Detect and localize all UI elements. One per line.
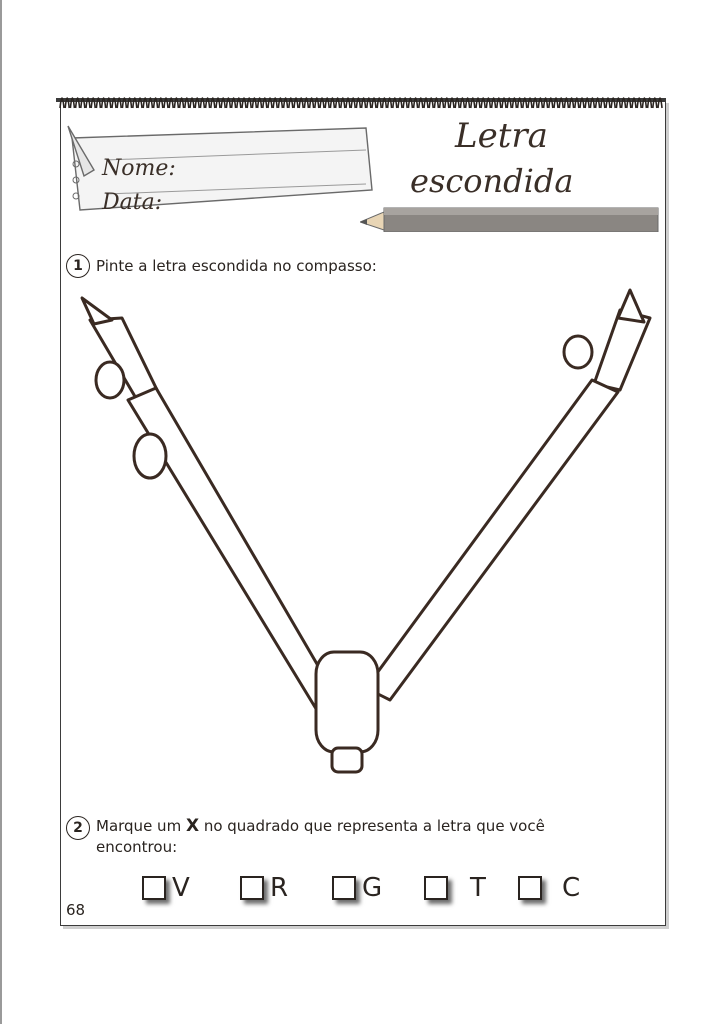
question-2-text-line2: encontrou:: [96, 838, 178, 856]
option-letter-g: G: [362, 873, 383, 903]
option-t[interactable]: [424, 870, 486, 906]
spiral-binding-icon: [56, 88, 666, 110]
checkbox-t[interactable]: [424, 876, 448, 900]
checkbox-v[interactable]: [142, 876, 166, 900]
question-1-text: Pinte a letra escondida no compasso:: [96, 257, 377, 275]
date-label: Data:: [102, 190, 163, 215]
compass-drawing[interactable]: [60, 280, 664, 800]
option-letter-v: V: [172, 873, 190, 903]
title-line-2: escondida: [410, 162, 574, 200]
option-letter-r: R: [270, 873, 289, 903]
checkbox-r[interactable]: [240, 876, 264, 900]
option-letter-t: T: [470, 873, 486, 903]
question-2-text: [96, 816, 545, 836]
mark-symbol: X: [185, 816, 200, 836]
option-v[interactable]: [142, 870, 190, 906]
page-edge-line: [0, 0, 2, 1024]
page-number: 68: [66, 901, 86, 919]
question-2-text-end: no quadrado que representa a letra que você: [199, 817, 545, 835]
name-label: Nome:: [102, 156, 176, 181]
option-g[interactable]: [332, 870, 382, 906]
option-r[interactable]: [240, 870, 288, 906]
title-line-1: Letra: [455, 116, 548, 156]
checkbox-c[interactable]: [518, 876, 542, 900]
question-1-number: 1: [66, 254, 90, 278]
question-2-number: 2: [66, 816, 90, 840]
checkbox-g[interactable]: [332, 876, 356, 900]
question-2-text-start: Marque um: [96, 817, 186, 835]
option-c[interactable]: [518, 870, 580, 906]
pencil-icon: [360, 200, 660, 232]
option-letter-c: C: [562, 873, 581, 903]
